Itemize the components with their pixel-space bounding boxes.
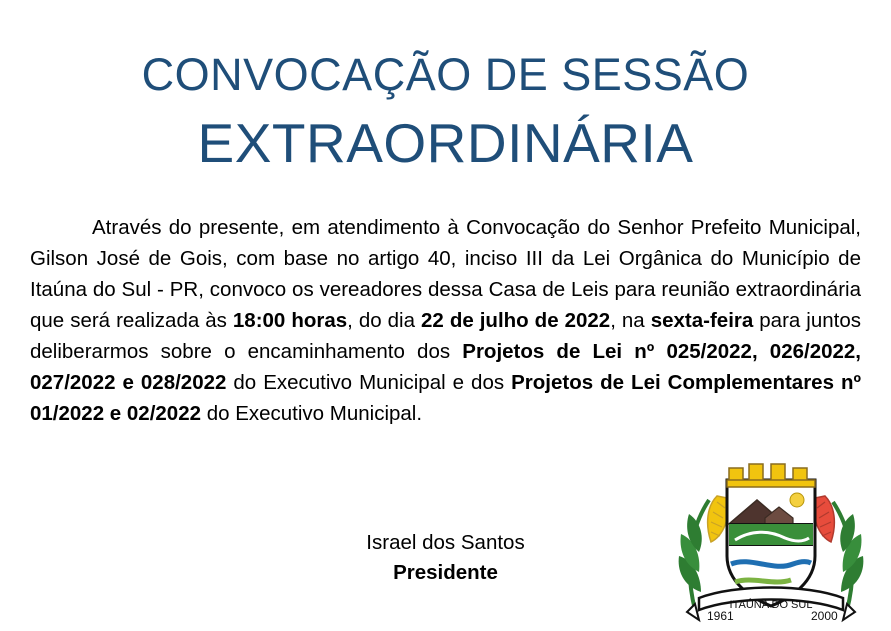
- body-emphasis: Projetos de Lei Complementares nº 01/2022 e 02/2022: [30, 371, 861, 425]
- body-paragraph: [30, 212, 861, 429]
- body-text: , do dia: [347, 309, 422, 332]
- body-emphasis: Projetos de Lei nº 025/2022, 026/2022, 027/2022 e 028/2022: [30, 340, 861, 394]
- body-text: do Executivo Municipal.: [201, 402, 423, 425]
- coat-of-arms-year-left: 1961: [707, 609, 734, 623]
- coat-of-arms-icon: [665, 460, 877, 626]
- signature-name: Israel dos Santos: [366, 531, 525, 554]
- title-line-primary: CONVOCAÇÃO DE SESSÃO: [141, 49, 750, 100]
- document-title: [0, 0, 891, 176]
- body-emphasis: sexta-feira: [650, 309, 754, 332]
- title-line-secondary: EXTRAORDINÁRIA: [197, 112, 694, 174]
- coat-of-arms-year-right: 2000: [811, 609, 838, 623]
- signature-role: Presidente: [393, 561, 498, 584]
- body-text: , na: [610, 309, 651, 332]
- body-text: do Executivo Municipal e dos: [226, 371, 512, 394]
- document-body: [30, 212, 861, 429]
- body-text: Através do presente, em atendimento à Convocação do Senhor Prefeito Municipal, Gilson José de Gois, com base no artigo 40, inciso III da Lei Orgânica do Município de Itaúna do Sul - PR, convoco os vereadores dessa Casa de Leis para reunião extraordinária que será realizada às: [30, 216, 861, 332]
- body-text: para juntos deliberarmos sobre o encaminhamento dos: [30, 309, 862, 363]
- coat-of-arms-motto: ITAÚNA DO SUL: [729, 599, 813, 611]
- body-emphasis: 22 de julho de 2022: [421, 309, 611, 332]
- body-emphasis: 18:00 horas: [232, 309, 348, 332]
